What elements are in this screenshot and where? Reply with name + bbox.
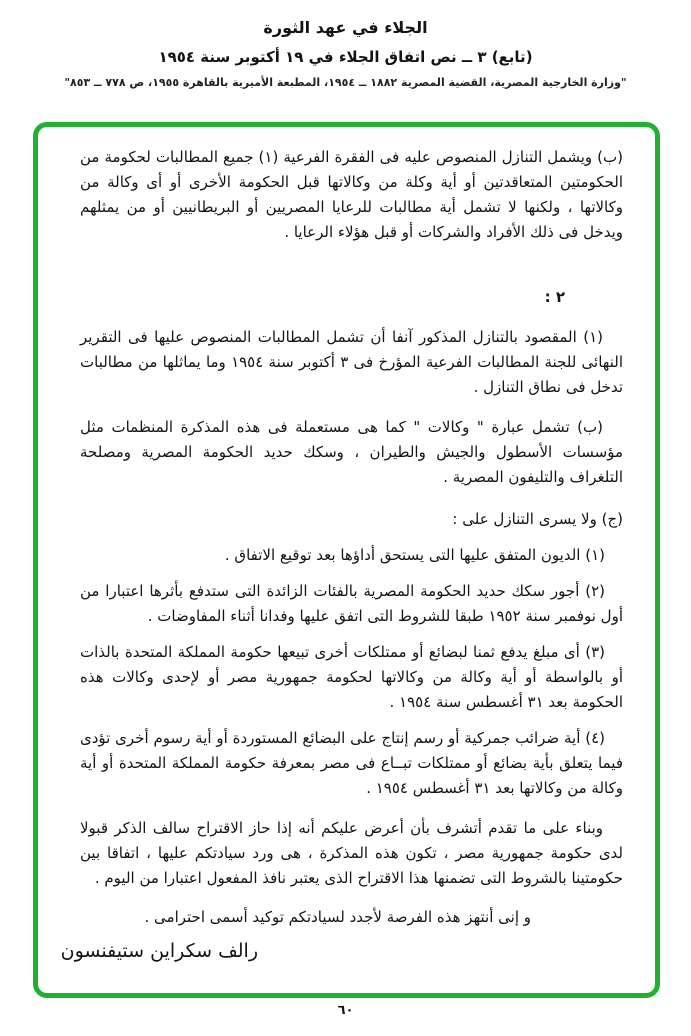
paragraph-proposal-acceptance: وبناء على ما تقدم أتشرف بأن أعرض عليكم أنه إذا حاز الاقتراح سالف الذكر قبولا لدى حكومة جمهورية مصر ، تكون هذه المذكرة ، هى ورد سيادتكم عليها ، اتفاقا بين حكومتينا بالشروط التى تضمنها هذا الاقتراح الذى يعتبر نافذ المفعول اعتبارا من اليوم .	[80, 819, 623, 887]
signature-ralph-skrine-stevenson: رالف سكراين ستيفنسون	[60, 940, 258, 962]
paragraph-j-waiver-exclusions-heading: (ج) ولا يسرى التنازل على :	[452, 510, 623, 528]
paragraph-b-waiver-scope: (ب) ويشمل التنازل المنصوص عليه فى الفقرة الفرعية (١) جميع المطالبات لحكومة من الحكومتين المتعاقدتين أو أية وكلة من وكالاتها قبل الحكومة الأخرى أو أى وكالة من وكالاتها ، ولكنها لا تشمل أية مطالبات للرعايا المصريين أو البريطانيين أو من يمثلهم ويدخل فى ذلك الأفراد والشركات أو قبل هؤلاء الرعايا .	[80, 148, 623, 241]
page-subtitle: (تابع) ٣ ــ نص اتفاق الجلاء في ١٩ أكتوبر سنة ١٩٥٤	[158, 48, 533, 66]
scanned-document-frame	[33, 122, 660, 998]
paragraph-item-4-customs-duties: (٤) أية ضرائب جمركية أو رسم إنتاج على البضائع المستوردة أو أية رسوم أخرى تؤدى فيما يتعلق بأية بضائع أو ممتلكات تبــاع فى مصر بمعرفة حكومة المملكة المتحدة أو أية وكالة من وكالاتها بعد ٣١ أغسطس ١٩٥٤ .	[80, 729, 623, 797]
paragraph-item-1-debts: (١) الديون المتفق عليها التى يستحق أداؤها بعد توقيع الاتفاق .	[224, 546, 605, 564]
paragraph-item-2-railway-fees: (٢) أجور سكك حديد الحكومة المصرية بالفئات الزائدة التى ستدفع بأثرها اعتبارا من أول نوفمبر سنة ١٩٥٢ طبقا للشروط التى اتفق عليها وفدانا أثناء المفاوضات .	[80, 582, 623, 625]
paragraph-1-intended-waiver: (١) المقصود بالتنازل المذكور آنفا أن تشمل المطالبات المنصوص عليها فى التقرير النهائى للجنة المطالبات الفرعية المؤرخ فى ٣ أكتوبر سنة ١٩٥٤ وما يماثلها من مطالبات تدخل فى نطاق التنازل .	[80, 328, 623, 396]
page-footer	[0, 1003, 691, 1018]
page-title: الجلاء في عهد الثورة	[263, 18, 428, 37]
source-citation: "وزارة الخارجية المصرية، القضية المصرية ١٨٨٢ ــ ١٩٥٤، المطبعة الأميرية بالقاهرة ١٩٥٥، ص ٧٧٨ ــ ٨٥٣"	[64, 76, 627, 89]
section-number-2: ٢ :	[544, 288, 565, 306]
page-header	[0, 18, 691, 89]
document-body	[38, 127, 655, 974]
page-number: ٦٠	[337, 1003, 354, 1018]
paragraph-closing-courtesy: و إنى أنتهز هذه الفرصة لأجدد لسيادتكم توكيد أسمى احترامى .	[144, 908, 531, 926]
paragraph-item-3-payments-for-goods: (٣) أى مبلغ يدفع ثمنا لبضائع أو ممتلكات أخرى تبيعها حكومة المملكة المتحدة بالذات أو بالواسطة أو أية وكالة من وكالاتها لحكومة جمهورية مصر أو لإحدى وكالات هذه الحكومة بعد ٣١ أغسطس سنة ١٩٥٤ .	[80, 643, 623, 711]
paragraph-b-agencies-definition: (ب) تشمل عبارة " وكالات " كما هى مستعملة فى هذه المذكرة المنظمات مثل مؤسسات الأسطول والجيش والطيران ، وسكك حديد الحكومة المصرية ومصلحة التلغراف والتليفون المصرية .	[80, 418, 623, 486]
